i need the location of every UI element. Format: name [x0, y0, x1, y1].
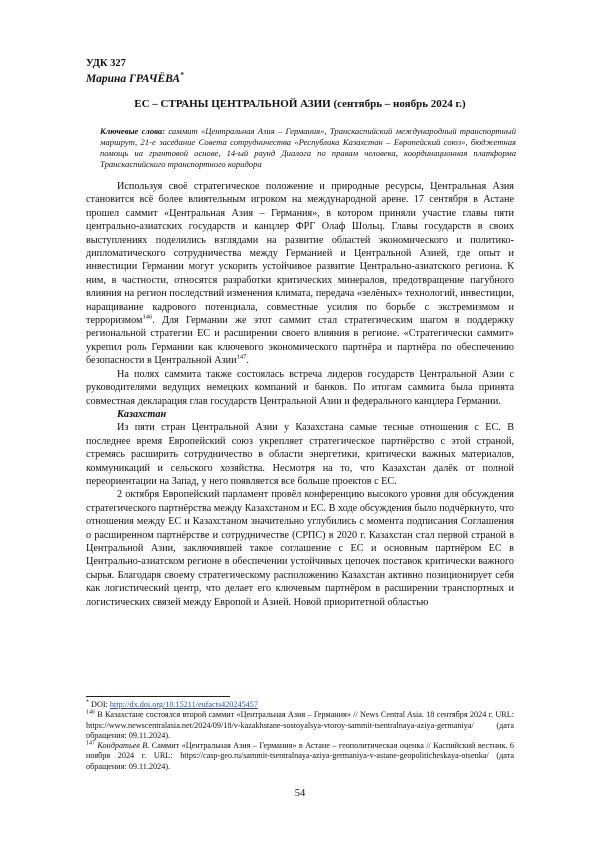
page-number: 54	[294, 788, 306, 799]
author-name-text: Марина ГРАЧЁВА	[86, 72, 181, 85]
paragraph-2: На полях саммита также состоялась встреча лидеров государств Центральной Азии с руководителями ведущих немецких компаний и банков. По итогам саммита была принята совместная декларация глав государств Центральной Азии и федерального канцлера Германии.	[86, 368, 514, 407]
keywords-label: Ключевые слова:	[100, 126, 166, 136]
section-heading-kazakhstan: Казахстан	[117, 408, 167, 420]
footnote-divider	[86, 696, 230, 697]
paragraph-1-part-b: . Для Германии же этот саммит стал стратегическим шагом в поддержку региональной стратегии ЕС и расширении своего влияния в регионе. «Стратегически саммит» укрепил роль Германии как ключевого экономического партнёра и партнёра по обеспечению безопасности в Центральной Азии	[86, 315, 514, 367]
footnote-147	[86, 741, 514, 772]
udk-code: УДК 327	[86, 58, 126, 69]
footnote-ref-146: 146	[142, 313, 153, 321]
footnote-doi-label: DOI:	[89, 700, 110, 709]
footnote-147-author: Кондратьев В.	[95, 741, 150, 751]
author-name	[86, 71, 184, 85]
doi-link[interactable]: http://dx.doi.org/10.15211/eufacts420245457	[109, 700, 258, 709]
keywords-text: саммит «Центральная Азия – Германия», Транскаспийский международный транспортный маршрут, 21-е заседание Совета сотрудничества «Республика Казахстан – Европейский союз», бюджетная помощь на грантовой основе, 14-ый раунд Диалога по правам человека, координационная платформа Транскаспийского транспортного коридора	[100, 126, 516, 169]
paragraph-1	[86, 180, 514, 368]
paragraph-3: Из пяти стран Центральной Азии у Казахстана самые тесные отношения с ЕС. В последнее время Европейский союз укрепляет стратегическое партнёрство с этой страной, стремясь расширить сотрудничество в области энергетики, критически важных материалов, коммуникаций и сельского хозяйства. Несмотря на то, что Казахстан далёк от полной переориентации на Запад, у него появляется все больше проектов с ЕС.	[86, 422, 514, 487]
article-title: ЕС – СТРАНЫ ЦЕНТРАЛЬНОЙ АЗИИ (сентябрь – ноябрь 2024 г.)	[134, 98, 466, 110]
paragraph-1-part-a: Используя своё стратегическое положение и природные ресурсы, Центральная Азия становится всё более влиятельным игроком на международной арене. 17 сентября в Астане прошел саммит «Центральная Азия – Германия», в котором приняли участие главы пяти центрально-азиатских государств и канцлер ФРГ Олаф Шольц. Главы государств в своих выступлениях поделились взглядами на развитие областей экономического и политико-дипломатического сотрудничества между Германией и Центральной Азией, где опыт и инвестиции Германии могут ускорить устойчивое развитие Центрально-азиатского региона. К ним, в частности, относятся разработки критических минералов, предотвращение пагубного влияния на регион последствий изменения климата, передача «зелёных» технологий, инвестиции, наращивание кадрового потенциала, совместные усилия по борьбе с экстремизмом и терроризмом	[86, 181, 514, 327]
footnotes	[86, 700, 514, 772]
footnote-146-mark: 146	[86, 709, 95, 716]
author-footnote-mark: *	[180, 71, 184, 79]
keywords-block	[100, 126, 516, 170]
article-body	[86, 180, 514, 609]
footnote-ref-147: 147	[236, 353, 247, 361]
footnote-146-text: В Казахстане состоялся второй саммит «Центральная Азия – Германия» // News Central Asia. 18 сентября 2024 г. URL: https://www.newscentralasia.net/2024/09/18/v-kazakhstane-sostoyalsya-vtoroy-sammit-tsentralnaya-aziya-germaniya/ (дата обращения: 09.11.2024).	[86, 710, 514, 740]
footnote-147-mark: 147	[86, 740, 95, 747]
footnote-doi-mark: *	[86, 699, 89, 706]
footnote-146	[86, 710, 514, 741]
paragraph-1-part-c: .	[246, 355, 249, 367]
footnote-147-text: Саммит «Центральная Азия – Германия» в Астане – геополитическая оценка // Каспийский вестник. 6 ноября 2024 г. URL: https://casp-geo.ru/sammit-tsentralnaya-aziya-germaniya-v-astane-geopoliticheskaya-otsenka/ (дата обращения: 09.11.2024).	[86, 741, 514, 771]
footnote-doi	[86, 700, 514, 710]
paragraph-4: 2 октября Европейский парламент провёл конференцию высокого уровня для обсуждения стратегического партнёрства между Казахстаном и ЕС. В ходе обсуждения было подчёркнуто, что отношения между ЕС и Казахстаном значительно углубились с момента подписания Соглашения о расширенном партнёрстве и сотрудничестве (СРПС) в 2020 г. Казахстан стал первой страной в Центральной Азии, заключившей такое соглашение с ЕС и основным партнёром ЕС в Центрально-азиатском регионе в обеспечении устойчивых цепочек поставок критически важного сырья. Благодаря своему стратегическому расположению Казахстан активно позиционирует себя как логистический центр, что делает его ключевым партнёром в расширении транспортных и логистических связей между Европой и Азией. Новой приоритетной областью	[86, 489, 514, 608]
